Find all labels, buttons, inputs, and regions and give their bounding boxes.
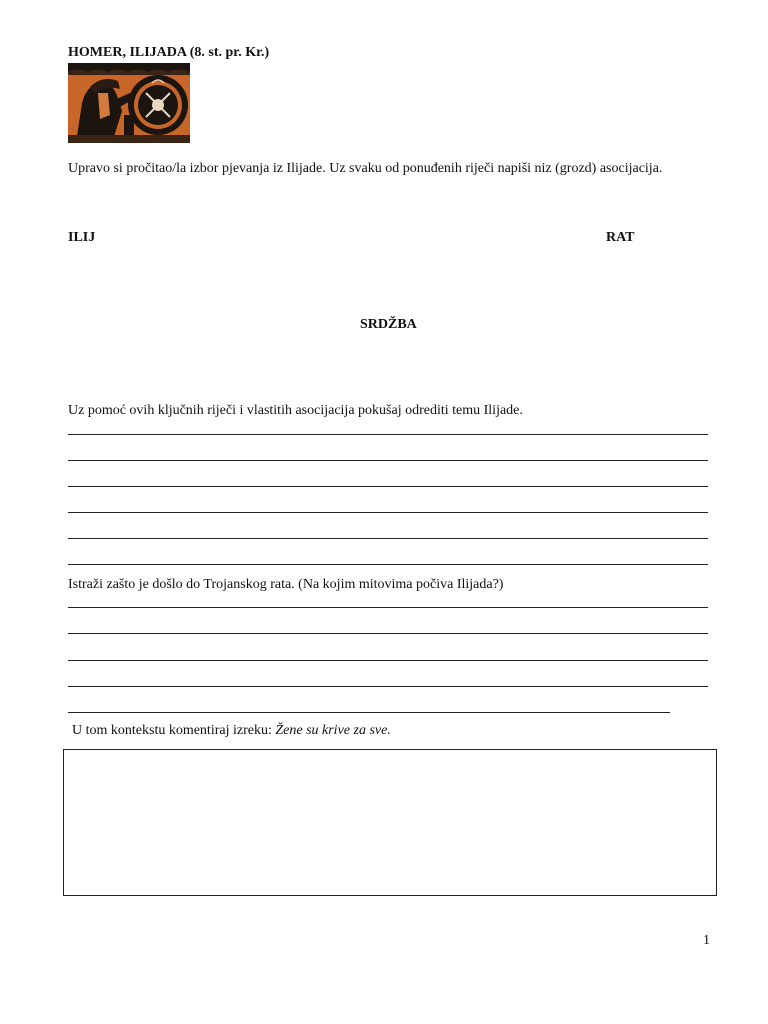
answer-line[interactable] (68, 633, 708, 634)
task-quote-instruction (72, 723, 391, 739)
answer-line[interactable] (68, 686, 708, 687)
comment-answer-box[interactable] (63, 749, 717, 896)
answer-line[interactable] (68, 712, 670, 713)
quote-text: Žene su krive za sve. (275, 723, 391, 738)
answer-line[interactable] (68, 434, 708, 435)
intro-instruction: Upravo si pročitao/la izbor pjevanja iz Ilijade. Uz svaku od ponuđenih riječi napiši niz (grozd) asocijacija. (68, 161, 663, 176)
answer-line[interactable] (68, 607, 708, 608)
page-title: HOMER, ILIJADA (8. st. pr. Kr.) (68, 45, 270, 60)
answer-line[interactable] (68, 460, 708, 461)
keyword-ilij: ILIJ (68, 230, 96, 245)
answer-line[interactable] (68, 564, 708, 565)
answer-line[interactable] (68, 486, 708, 487)
answer-line[interactable] (68, 660, 708, 661)
answer-line[interactable] (68, 538, 708, 539)
quote-instruction-prefix: U tom kontekstu komentiraj izreku: (72, 723, 276, 738)
greek-vase-painting-icon (68, 63, 190, 143)
answer-line[interactable] (68, 512, 708, 513)
task-trojan-war-instruction: Istraži zašto je došlo do Trojanskog rata. (Na kojim mitovima počiva Ilijada?) (68, 577, 504, 592)
keyword-srdzba: SRDŽBA (360, 317, 417, 332)
task-theme-instruction: Uz pomoć ovih ključnih riječi i vlastitih asocijacija pokušaj odrediti temu Ilijade. (68, 403, 523, 418)
page-number: 1 (703, 933, 710, 948)
keyword-rat: RAT (606, 230, 635, 245)
